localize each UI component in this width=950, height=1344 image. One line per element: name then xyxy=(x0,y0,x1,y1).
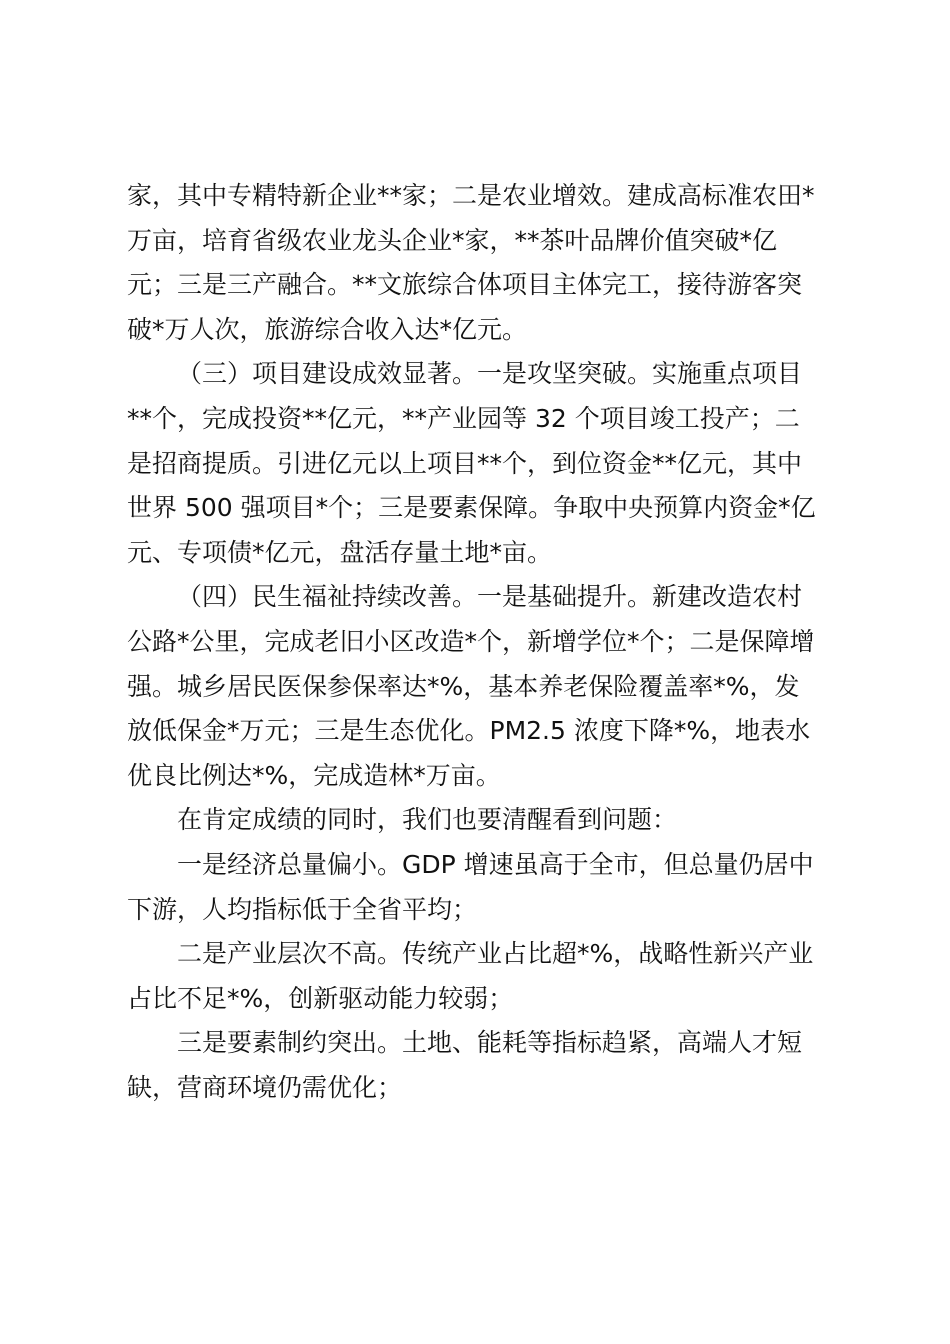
paragraph-start-line: （三）项目建设成效显著。一是攻坚突破。实施重点项目 xyxy=(177,359,803,389)
paragraph-start-line: 二是产业层次不高。传统产业占比超*%，战略性新兴产业 xyxy=(177,939,814,969)
text-line: 强。城乡居民医保参保率达*%，基本养老保险覆盖率*%，发 xyxy=(127,671,800,701)
text-line: 世界 500 强项目*个；三是要素保障。争取中央预算内资金*亿 xyxy=(127,493,816,523)
text-line: 是招商提质。引进亿元以上项目**个，到位资金**亿元，其中 xyxy=(127,448,803,478)
paragraph-start-line: （四）民生福祉持续改善。一是基础提升。新建改造农村 xyxy=(177,582,803,612)
text-line: 缺，营商环境仍需优化； xyxy=(127,1072,403,1102)
text-line: 下游，人均指标低于全省平均； xyxy=(127,894,478,924)
text-line: 放低保金*万元；三是生态优化。PM2.5 浓度下降*%，地表水 xyxy=(127,716,811,746)
text-line: 元；三是三产融合。**文旅综合体项目主体完工，接待游客突 xyxy=(127,270,803,300)
body-text xyxy=(127,174,832,1110)
text-line: 占比不足*%，创新驱动能力较弱； xyxy=(127,983,514,1013)
text-line: 家，其中专精特新企业**家；二是农业增效。建成高标准农田* xyxy=(127,181,815,210)
paragraph-start-line: 在肯定成绩的同时，我们也要清醒看到问题： xyxy=(177,805,678,835)
text-line: 元、专项债*亿元，盘活存量土地*亩。 xyxy=(127,537,553,567)
paragraph-start-line: 一是经济总量偏小。GDP 增速虽高于全市，但总量仍居中 xyxy=(177,849,814,879)
text-line: 优良比例达*%，完成造林*万亩。 xyxy=(127,760,501,790)
text-line: 公路*公里，完成老旧小区改造*个，新增学位*个；二是保障增 xyxy=(127,626,815,656)
text-line: 破*万人次，旅游综合收入达*亿元。 xyxy=(127,314,528,344)
text-line: 万亩，培育省级农业龙头企业*家，**茶叶品牌价值突破*亿 xyxy=(127,225,778,255)
text-line: **个，完成投资**亿元，**产业园等 32 个项目竣工投产；二 xyxy=(127,403,800,433)
paragraph-start-line: 三是要素制约突出。土地、能耗等指标趋紧，高端人才短 xyxy=(177,1028,803,1058)
